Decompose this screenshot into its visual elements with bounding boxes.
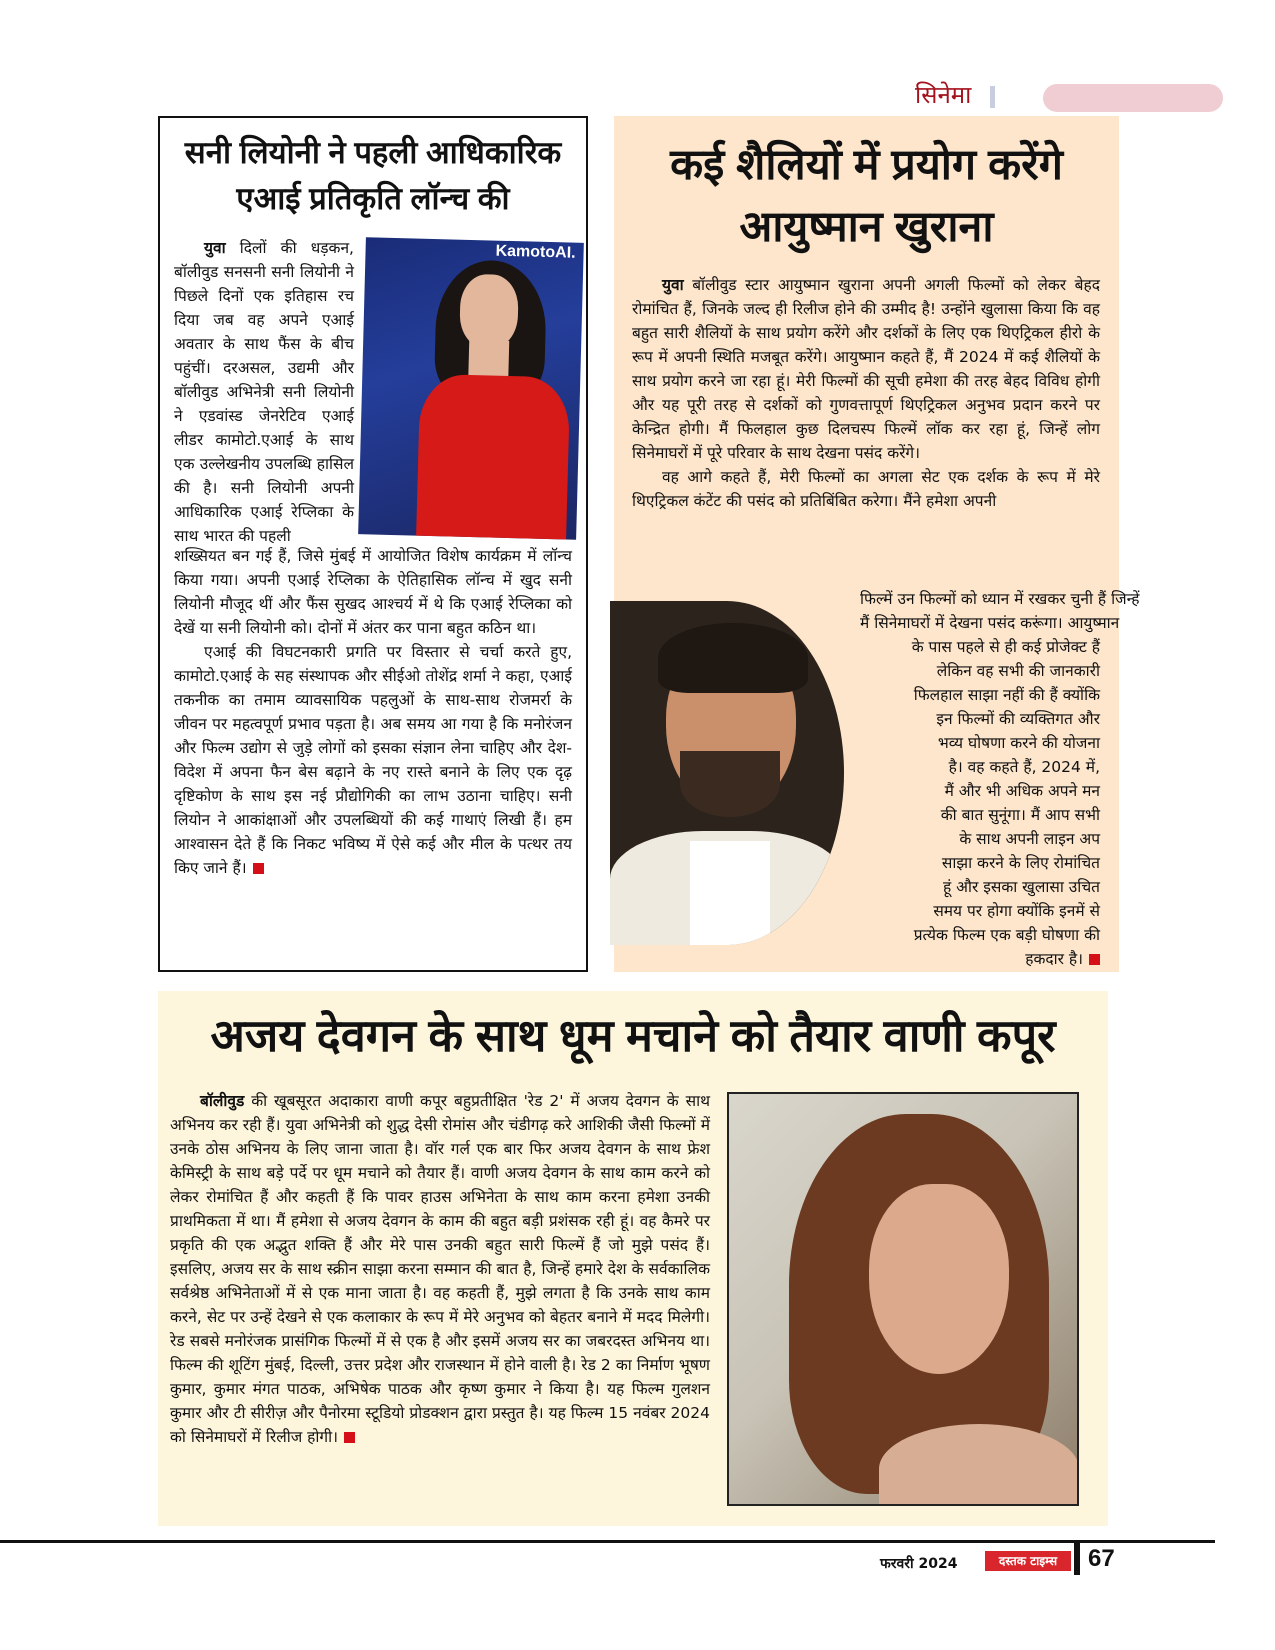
body-line <box>860 803 1100 827</box>
body-paragraph: की खूबसूरत अदाकारा वाणी कपूर बहुप्रतीक्षित 'रेड 2' में अजय देवगन के साथ अभिनय कर रही हैं। युवा अभिनेत्री को शुद्ध देसी रोमांस और चंडीगढ़ करे आशिकी जैसी फिल्मों में उनके ठोस अभिनय के लिए जाना जाता है। वॉर गर्ल एक बार फिर अजय देवगन के साथ फ्रेश केमिस्ट्री के साथ बड़े पर्दे पर धूम मचाने को तैयार हैं। वाणी अजय देवगन के साथ काम करने को लेकर रोमांचित हैं और कहती हैं कि पावर हाउस अभिनेता के साथ काम करना हमेशा उनकी प्राथमिकता में था। मैं हमेशा से अजय देवगन के काम की बहुत बड़ी प्रशंसक रही हूं। वह कैमरे पर प्रकृति की एक अद्भुत शक्ति हैं और मेरे पास उनकी बहुत सारी फिल्में हैं जो मुझे पसंद हैं। इसलिए, अजय सर के साथ स्क्रीन साझा करना सम्मान की बात है, जिन्हें हमारे देश के सर्वकालिक सर्वश्रेष्ठ अभिनेताओं में से एक माना जाता है। वह कहती हैं, मुझे लगता है कि उनके साथ काम करने, सेट पर उन्हें देखने से एक कलाकार के रूप में मेरे अनुभव को बेहतर बनाने में मदद मिलेगी। रेड सबसे मनोरंजक प्रासंगिक फिल्मों में से एक है और इसमें अजय सर का जबरदस्त अभिनय था। फिल्म की शूटिंग मुंबई, दिल्ली, उत्तर प्रदेश और राजस्थान में होने वाली है। रेड 2 का निर्माण भूषण कुमार, कुमार मंगत पाठक, अभिषेक पाठक और कृष्ण कुमार ने किया है। यह फिल्म गुलशन कुमार और टी सीरीज़ और पैनोरमा स्टूडियो प्रोडक्शन द्वारा प्रस्तुत है। यह फिल्म 15 नवंबर 2024 को सिनेमाघरों में रिलीज होगी। <box>170 1092 710 1446</box>
body-line <box>860 731 1100 755</box>
body-line-text: है। वह कहते हैं, 2024 में, <box>948 758 1100 776</box>
body-line <box>860 707 1100 731</box>
magazine-logo: दस्तक टाइम्स <box>985 1551 1071 1571</box>
lead-word: बॉलीवुड <box>200 1092 245 1110</box>
section-label: सिनेमा <box>915 81 972 109</box>
body-line-text: साझा करने के लिए रोमांचित <box>941 854 1100 872</box>
end-mark <box>253 863 264 874</box>
body-line-text: समय पर होगा क्योंकि इनमें से <box>933 902 1100 920</box>
body-paragraph: शख्सियत बन गई हैं, जिसे मुंबई में आयोजित विशेष कार्यक्रम में लॉन्च किया गया। अपनी एआई रेप्लिका के ऐतिहासिक लॉन्च में खुद सनी लियोनी मौजूद थीं और फैंस सुखद आश्चर्य में थे कि एआई रेप्लिका को देखें या सनी लियोनी को। दोनों में अंतर कर पाना बहुत कठिन था। <box>174 547 572 637</box>
body-line-text: हूं और इसका खुलासा उचित <box>942 878 1100 896</box>
section-divider <box>990 86 995 108</box>
body-paragraph: वह आगे कहते हैं, मेरी फिल्मों का अगला सेट एक दर्शक के रूप में मेरे थिएट्रिकल कंटेंट की पसंद को प्रतिबिंबित करेगा। मैंने हमेशा अपनी <box>632 468 1100 510</box>
body-line <box>860 827 1100 851</box>
body-line <box>860 659 1100 683</box>
article-body-wrap <box>860 587 1140 971</box>
body-line-text: मैं सिनेमाघरों में देखना पसंद करूंगा। आयुष्मान <box>860 614 1120 632</box>
end-mark <box>1089 954 1100 965</box>
article-body <box>170 1089 710 1449</box>
article-sunny-leone <box>158 116 588 972</box>
body-line-text: हकदार है। <box>1025 950 1083 968</box>
lead-word: युवा <box>204 239 226 257</box>
body-line-text: लेकिन वह सभी की जानकारी <box>936 662 1100 680</box>
headline-line-2: एआई प्रतिकृति लॉन्च की <box>236 181 510 216</box>
headline-line-1: कई शैलियों में प्रयोग करेंगे <box>670 141 1063 189</box>
body-paragraph: बॉलीवुड स्टार आयुष्मान खुराना अपनी अगली फिल्मों को लेकर बेहद रोमांचित हैं, जिनके जल्द ही रिलीज होने की उम्मीद है! उन्होंने खुलासा किया कि वह बहुत सारी शैलियों के साथ प्रयोग करेंगे और दर्शकों के लिए एक थिएट्रिकल हीरो के रूप में अपनी स्थिति मजबूत करेंगे। आयुष्मान कहते हैं, मैं 2024 में कई शैलियों के साथ प्रयोग करने जा रहा हूं। मेरी फिल्मों की सूची हमेशा की तरह बेहद विविध होगी और यह पूरी तरह से दर्शकों को गुणवत्तापूर्ण थिएट्रिकल अनुभव प्रदान करने पर केन्द्रित होगी। मैं फिलहाल कुछ दिलचस्प फिल्में लॉक कर रहा हूं, जिन्हें लोग सिनेमाघरों में पूरे परिवार के साथ देखना पसंद करेंगे। <box>632 276 1100 462</box>
body-line-text: फिलहाल साझा नहीं की हैं क्योंकि <box>913 686 1100 704</box>
body-line <box>860 899 1100 923</box>
page-number: 67 <box>1088 1545 1115 1572</box>
photo-watermark: KamotoAI. <box>495 242 576 262</box>
article-headline <box>614 134 1119 258</box>
headline-line-1: सनी लियोनी ने पहली आधिकारिक <box>184 135 562 170</box>
body-paragraph: एआई की विघटनकारी प्रगति पर विस्तार से चर्चा करते हुए, कामोटो.एआई के सह संस्थापक और सीईओ तोशेंद्र शर्मा ने कहा, एआई तकनीक का तमाम व्यावसायिक पहलुओं के साथ-साथ रोजमर्रा के जीवन पर महत्वपूर्ण प्रभाव पड़ता है। अब समय आ गया है कि मनोरंजन और फिल्म उद्योग से जुड़े लोगों को इसका संज्ञान लेना चाहिए और देश-विदेश में अपना फैन बेस बढ़ाने के नए रास्ते बनाने के लिए एक दृढ़ दृष्टिकोण के साथ इस नई प्रौद्योगिकी का लाभ उठाना चाहिए। सनी लियोन ने आकांक्षाओं और उपलब्धियों की कई गाथाएं लिखी हैं। हम आश्वासन देते हैं कि निकट भविष्य में ऐसे कई और मील के पत्थर तय किए जाने हैं। <box>174 643 572 877</box>
body-line <box>860 611 1120 635</box>
body-line <box>860 587 1140 611</box>
body-line <box>860 683 1100 707</box>
body-line <box>860 875 1100 899</box>
footer-rule <box>0 1540 1215 1543</box>
body-paragraph: दिलों की धड़कन, बॉलीवुड सनसनी सनी लियोनी ने पिछले दिनों एक इतिहास रच दिया जब वह अपने एआई अवतार के साथ फैंस के बीच पहुंचीं। दरअसल, उद्यमी और बॉलीवुड अभिनेत्री सनी लियोनी ने एडवांस्ड जेनरेटिव एआई लीडर कामोटो.एआई के साथ एक उल्लेखनीय उपलब्धि हासिल की है। सनी लियोनी अपनी आधिकारिक एआई रेप्लिका के साथ भारत की पहली <box>174 239 354 545</box>
body-line-text: की बात सुनूंगा। मैं आप सभी <box>940 806 1100 824</box>
sunny-leone-photo <box>358 237 584 540</box>
article-body <box>174 544 572 880</box>
body-line <box>860 755 1100 779</box>
body-line-text: के साथ अपनी लाइन अप <box>959 830 1100 848</box>
ayushmann-photo <box>610 601 844 945</box>
body-line-text: भव्य घोषणा करने की योजना <box>937 734 1100 752</box>
footer-divider <box>1074 1543 1080 1575</box>
body-line-text: इन फिल्मों की व्यक्तिगत और <box>936 710 1100 728</box>
body-line <box>860 923 1100 947</box>
body-line-text: फिल्में उन फिल्मों को ध्यान में रखकर चुनी हैं जिन्हें <box>860 590 1140 608</box>
article-body <box>632 273 1100 513</box>
body-line <box>860 851 1100 875</box>
issue-date: फरवरी 2024 <box>880 1556 958 1572</box>
vaani-kapoor-photo <box>727 1092 1079 1506</box>
body-line <box>860 779 1100 803</box>
end-mark <box>344 1432 355 1443</box>
body-line-text: प्रत्येक फिल्म एक बड़ी घोषणा की <box>913 926 1100 944</box>
section-pill-decoration <box>1043 84 1223 112</box>
body-line-text: के पास पहले से ही कई प्रोजेक्ट हैं <box>911 638 1100 656</box>
article-body-wrap <box>174 236 354 548</box>
lead-word: युवा <box>662 276 684 294</box>
body-line <box>860 947 1100 971</box>
article-headline: अजय देवगन के साथ धूम मचाने को तैयार वाणी कपूर <box>210 1010 1056 1061</box>
article-headline <box>160 130 586 222</box>
body-line <box>860 635 1100 659</box>
body-line-text: मैं और भी अधिक अपने मन <box>944 782 1100 800</box>
headline-line-2: आयुष्मान खुराना <box>739 203 994 251</box>
